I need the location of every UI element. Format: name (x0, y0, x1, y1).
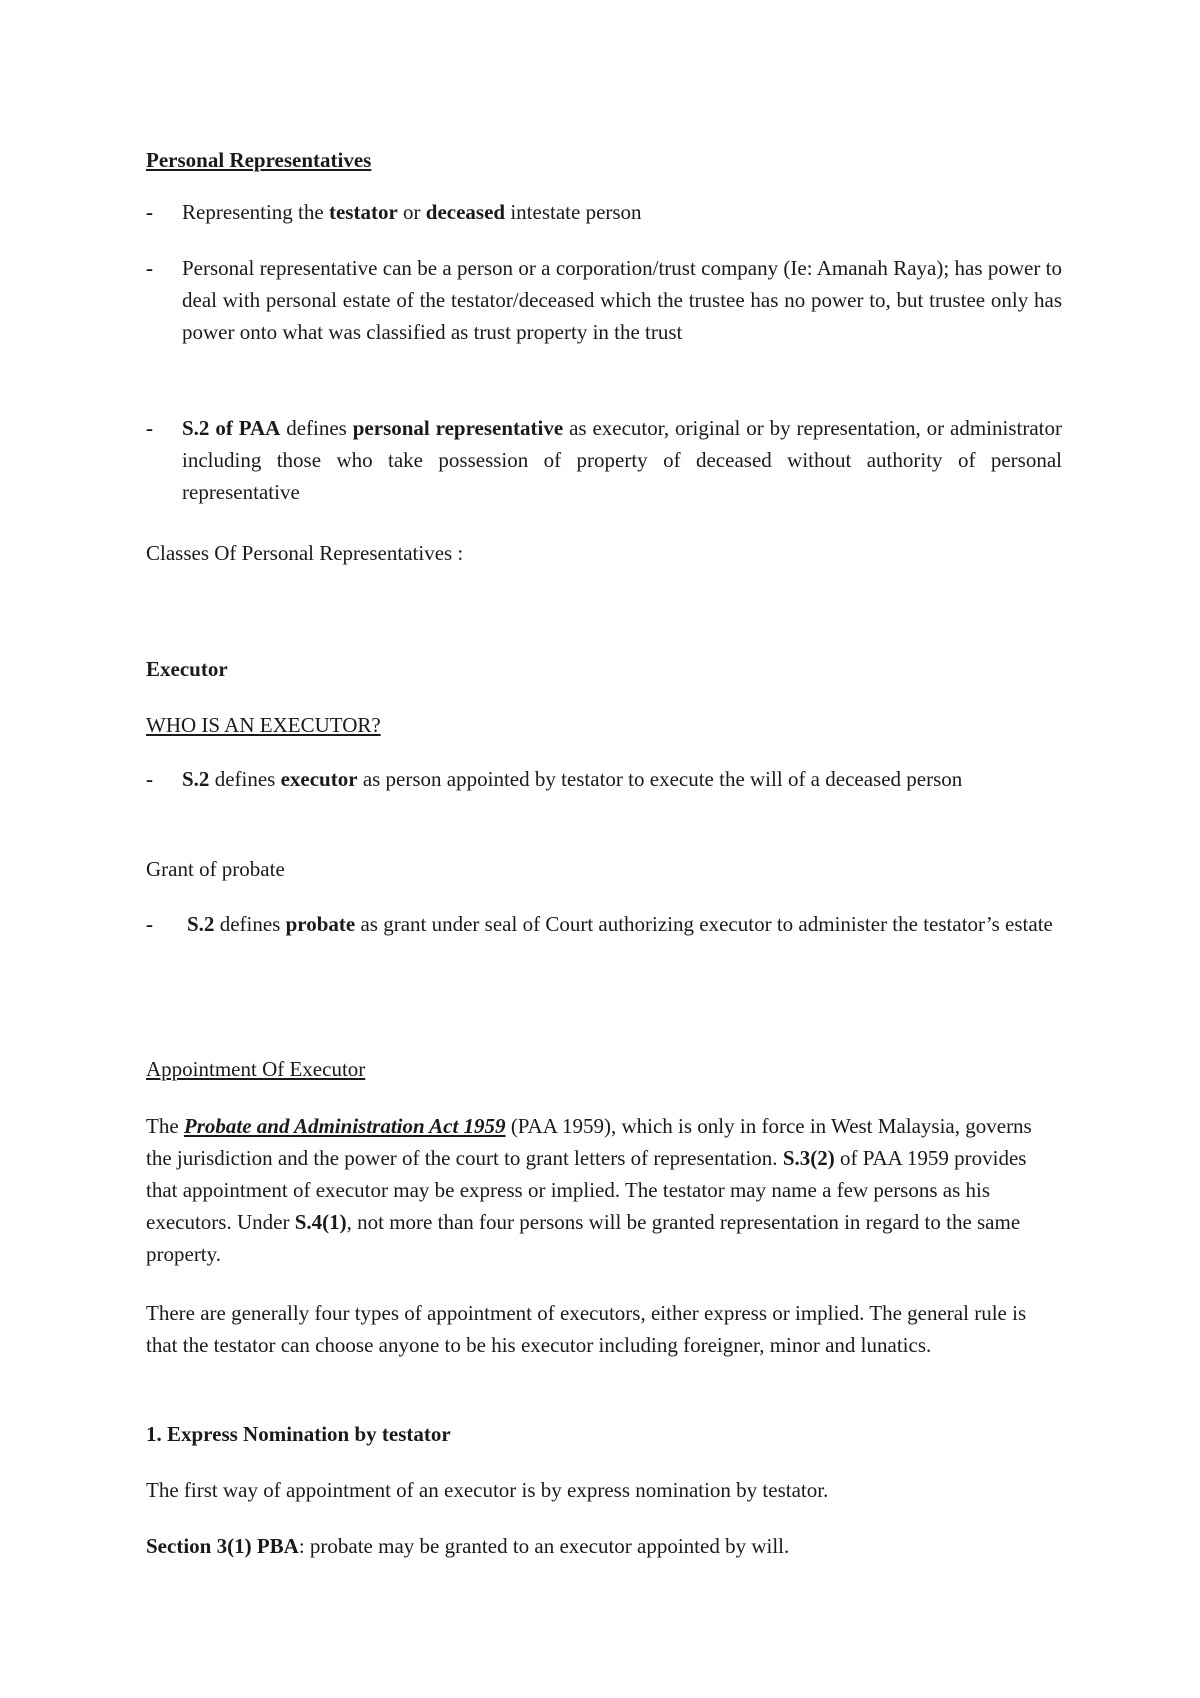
bullet-text: S.2 defines probate as grant under seal of Court authorizing executor to administer the testator’s estate (187, 912, 1053, 936)
types-paragraph: There are generally four types of appointment of executors, either express or implied. The general rule is that the testator can choose anyone to be his executor including foreigner, minor and lunatics. (146, 1301, 1027, 1357)
bullet-dash: - (146, 416, 153, 440)
who-is-executor-heading: WHO IS AN EXECUTOR? (146, 713, 381, 737)
bullet-item (146, 763, 1062, 795)
bullet-item (146, 908, 1062, 940)
bullet-item (146, 412, 1062, 508)
express-nomination-heading: 1. Express Nomination by testator (146, 1422, 451, 1446)
appointment-heading: Appointment Of Executor (146, 1057, 366, 1081)
bullet-item (146, 252, 1062, 348)
section-heading-personal-representatives: Personal Representatives (146, 148, 372, 172)
bullet-item (146, 196, 1062, 228)
act-title: Probate and Administration Act 1959 (183, 1114, 506, 1138)
bullet-dash: - (146, 912, 153, 936)
bullet-text: S.2 defines executor as person appointed by testator to execute the will of a deceased person (182, 767, 963, 791)
bullet-dash: - (146, 200, 153, 224)
appointment-paragraph: The Probate and Administration Act 1959 (PAA 1959), which is only in force in West Malaysia, governs the jurisdiction and the power of the court to grant letters of representation. S.3(2) of PAA 1959 provides that appointment of executor may be express or implied. The testator may name a few persons as his executors. Under S.4(1), not more than four persons will be granted representation in regard to the same property. (146, 1114, 1032, 1266)
classes-label: Classes Of Personal Representatives : (146, 541, 464, 565)
bullet-dash: - (146, 256, 153, 280)
first-way-paragraph: The first way of appointment of an executor is by express nomination by testator. (146, 1478, 829, 1502)
bullet-text: S.2 of PAA defines personal representative as executor, original or by representation, or administrator including those who take possession of property of deceased without authority of personal representative (182, 416, 1062, 504)
bullet-text: Representing the testator or deceased intestate person (182, 200, 642, 224)
bullet-dash: - (146, 767, 153, 791)
bullet-text: Personal representative can be a person or a corporation/trust company (Ie: Amanah Raya); has power to deal with personal estate of the testator/deceased which the trustee has no power to, but trustee only has power onto what was classified as trust property in the trust (182, 256, 1062, 344)
grant-of-probate-label: Grant of probate (146, 857, 285, 881)
section-3-1-paragraph: Section 3(1) PBA: probate may be granted to an executor appointed by will. (146, 1534, 790, 1558)
executor-heading: Executor (146, 657, 228, 681)
